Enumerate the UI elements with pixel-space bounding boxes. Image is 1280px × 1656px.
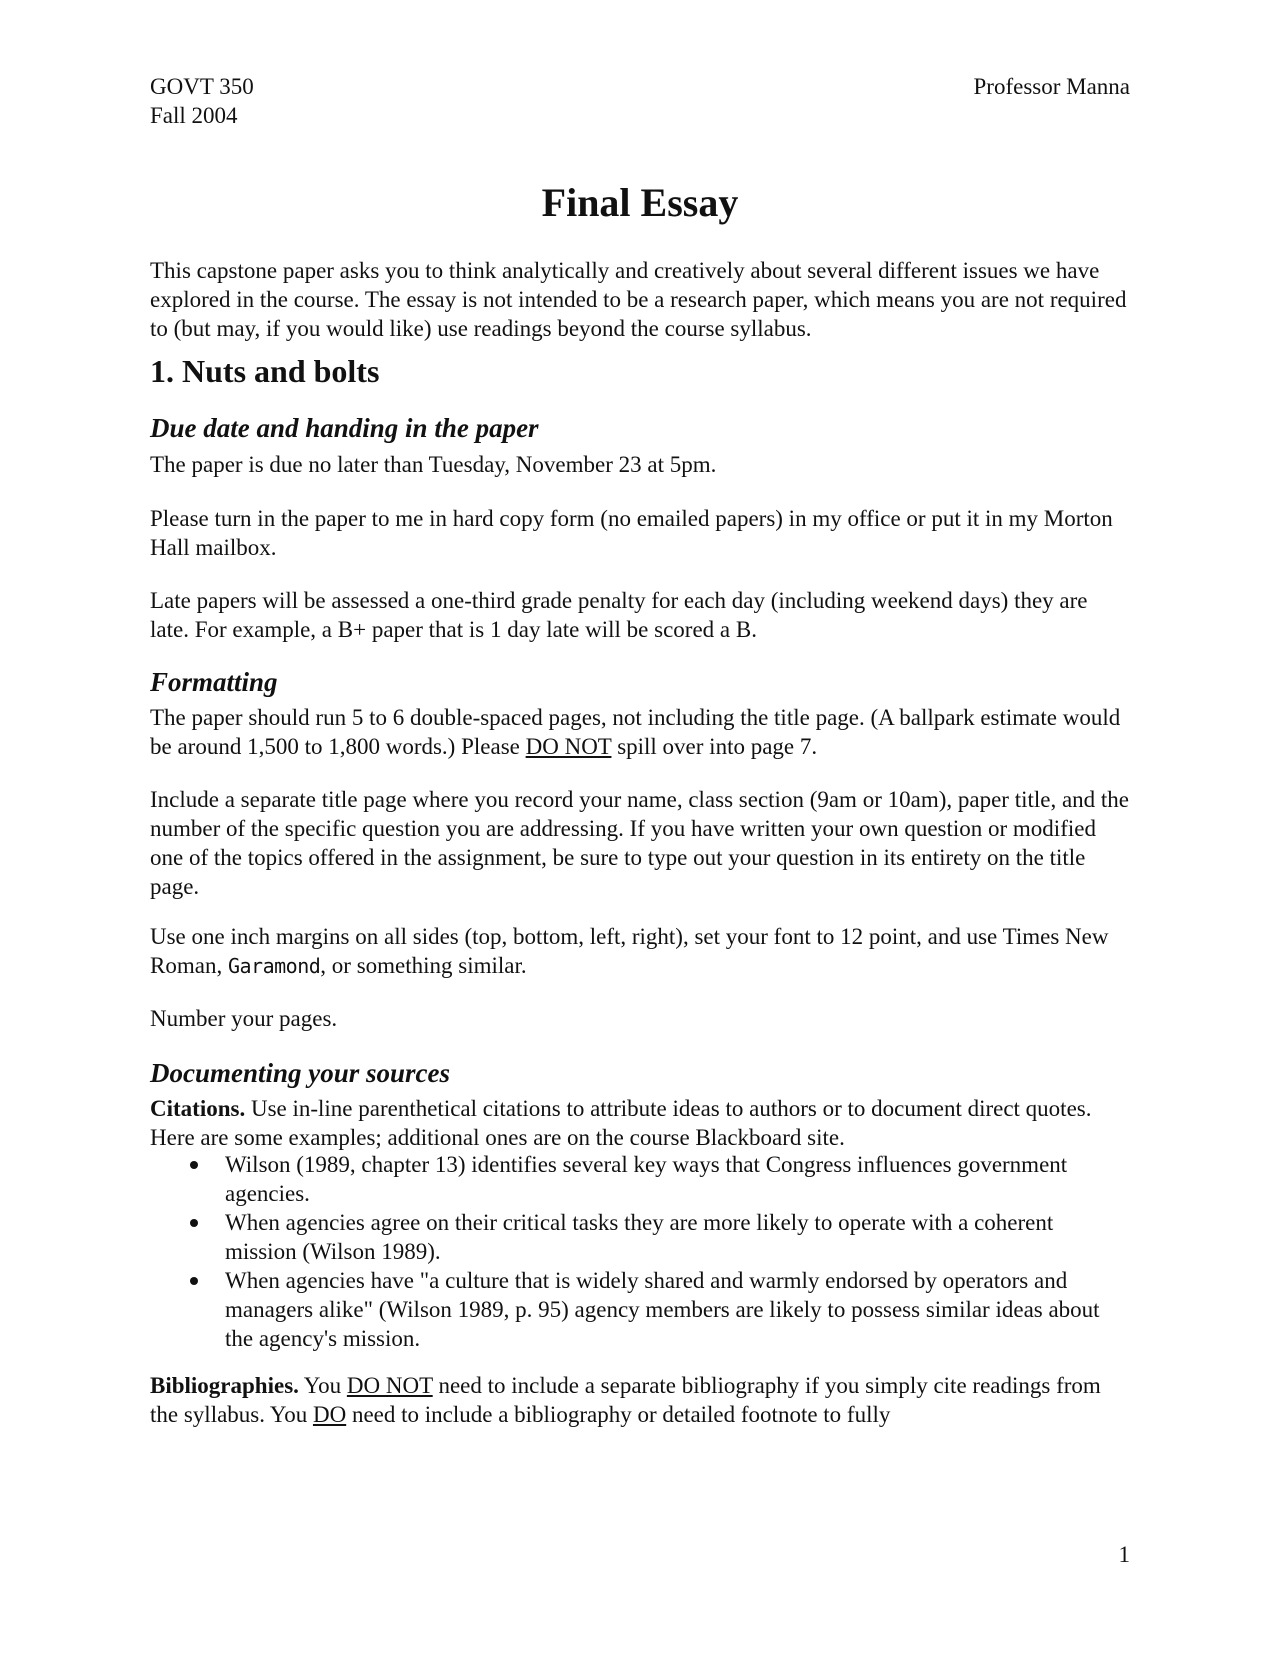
page-length-paragraph [150,703,1130,761]
number-pages-paragraph: Number your pages. [150,1006,338,1031]
citations-paragraph [150,1094,1130,1152]
bullet-icon [190,1277,198,1285]
list-item [150,1266,1130,1353]
page-header [150,72,1130,130]
list-item-text: Wilson (1989, chapter 13) identifies several key ways that Congress influences government agencies. [225,1152,1068,1206]
margins-font-paragraph [150,922,1130,981]
professor-name: Professor Manna [973,74,1130,99]
citations-text: Use in-line parenthetical citations to attribute ideas to authors or to document direct quotes. Here are some examples; additional ones are on the course Blackboard site. [150,1096,1092,1150]
do-not-emphasis: DO NOT [525,734,612,759]
bibliographies-paragraph [150,1371,1130,1429]
hand-in-paragraph: Please turn in the paper to me in hard copy form (no emailed papers) in my office or put it in my Morton Hall mailbox. [150,506,1113,560]
subheading-due-date: Due date and handing in the paper [150,413,539,443]
intro-paragraph: This capstone paper asks you to think analytically and creatively about several different issues we have explored in the course. The essay is not intended to be a research paper, which means you are not required to (but may, if you would like) use readings beyond the course syllabus. [150,258,1127,341]
margins-text: Use one inch margins on all sides (top, bottom, left, right), set your font to 12 point, and use Times New Roman, [150,924,1109,978]
subheading-formatting: Formatting [150,667,278,697]
list-item-text: When agencies agree on their critical tasks they are more likely to operate with a coherent mission (Wilson 1989). [225,1210,1054,1264]
subheading-documenting-sources: Documenting your sources [150,1058,451,1088]
do-not-emphasis-2: DO NOT [346,1373,433,1398]
biblio-text-a: You [298,1373,347,1398]
page-number: 1 [1118,1542,1130,1567]
list-item [150,1150,1130,1208]
due-date-paragraph: The paper is due no later than Tuesday, November 23 at 5pm. [150,452,717,477]
bullet-icon [190,1161,198,1169]
garamond-sample: Garamond [227,954,321,978]
page-title: Final Essay [541,180,739,225]
list-item-text: When agencies have "a culture that is widely shared and warmly endorsed by operators and managers alike" (Wilson 1989, p. 95) agency members are likely to possess similar ideas about the agency's mission. [225,1268,1100,1351]
document-page [150,72,1130,1427]
late-policy-paragraph: Late papers will be assessed a one-third grade penalty for each day (including weekend days) they are late. For example, a B+ paper that is 1 day late will be scored a B. [150,588,1088,642]
page-length-text-end: spill over into page 7. [611,734,818,759]
list-item [150,1208,1130,1266]
term: Fall 2004 [150,103,238,128]
do-emphasis: DO [312,1402,347,1427]
section-heading-nuts-and-bolts: 1. Nuts and bolts [150,353,380,389]
biblio-text-b: need to include a separate bibliography if you simply cite readings from the syllabus. You [150,1373,1101,1427]
biblio-text-c: need to include a bibliography or detailed footnote to fully [346,1402,891,1427]
margins-text-end: , or something similar. [320,953,527,978]
citations-label: Citations. [150,1096,246,1121]
citation-examples-list [150,1150,1130,1353]
course-code: GOVT 350 [150,74,254,99]
page-length-text: The paper should run 5 to 6 double-spaced pages, not including the title page. (A ballpark estimate would be around 1,500 to 1,800 words.) Please [150,705,1121,759]
bullet-icon [190,1219,198,1227]
title-page-paragraph: Include a separate title page where you record your name, class section (9am or 10am), paper title, and the number of the specific question you are addressing. If you have written your own question or modified one of the topics offered in the assignment, be sure to type out your question in its entirety on the title page. [150,787,1130,899]
bibliographies-label: Bibliographies. [150,1373,299,1398]
